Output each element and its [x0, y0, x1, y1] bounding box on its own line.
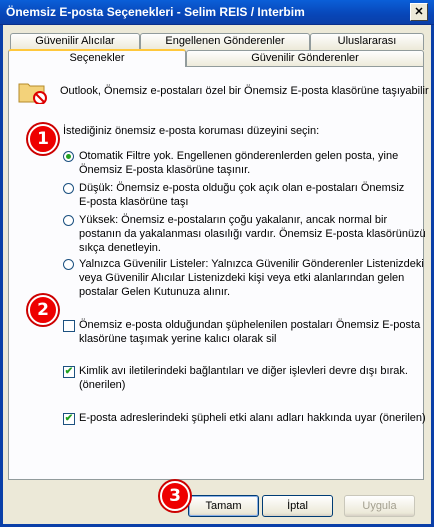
- ok-button[interactable]: Tamam: [188, 495, 259, 517]
- checkbox-label-line: klasörüne taşımak yerine kalıcı olarak sil: [79, 333, 277, 345]
- option-label-line: Yüksek: Önemsiz e-postaların çoğu yakalanır, ancak normal bir: [79, 214, 388, 226]
- option-label-line: E-posta klasörüne taşı: [79, 196, 189, 208]
- option-label-line: Yalnızca Güvenilir Listeler: Yalnızca Güvenilir Gönderenler Listenizdeki: [79, 258, 424, 270]
- checkbox-label-line: (önerilen): [79, 379, 126, 391]
- option-label-line: postanın da yakalanması olasılığı vardır. Önemsiz E-posta klasörünüzü: [79, 228, 426, 240]
- tab-blocked-senders[interactable]: Engellenen Gönderenler: [140, 33, 310, 50]
- option-label-line: veya Güvenilir Alıcılar Listenizdeki kişi veya etki alanlarından gelen: [79, 272, 405, 284]
- close-icon[interactable]: ✕: [410, 3, 428, 21]
- checkbox-warn-suspicious-domains-box[interactable]: ✔: [64, 413, 74, 424]
- option-label-line: Otomatik Filtre yok. Engellenen gönderenlerden gelen posta, yine: [79, 150, 399, 162]
- checkbox-permanent-delete-box[interactable]: [63, 320, 75, 332]
- option-label-line: sıkça denetleyin.: [79, 242, 161, 254]
- tab-trusted-recipients[interactable]: Güvenilir Alıcılar: [10, 33, 140, 50]
- step-badge-1: 1: [28, 124, 58, 154]
- option-label-line: Önemsiz E-posta klasörüne taşınır.: [79, 164, 251, 176]
- checkbox-label-line: Kimlik avı iletilerindeki bağlantıları ve diğer işlevleri devre dışı bırak.: [79, 365, 408, 377]
- protection-level-prompt: İstediğiniz önemsiz e-posta koruması düzeyini seçin:: [63, 125, 320, 137]
- junk-folder-icon: [18, 80, 48, 104]
- option-label-line: Düşük: Önemsiz e-posta olduğu çok açık olan e-postaları Önemsiz: [79, 182, 405, 194]
- step-badge-2: 2: [28, 295, 58, 325]
- apply-button[interactable]: Uygula: [344, 495, 415, 517]
- window-title: Önemsiz E-posta Seçenekleri - Selim REIS / Interbim: [6, 5, 305, 19]
- tab-international[interactable]: Uluslararası: [310, 33, 424, 50]
- cancel-button[interactable]: İptal: [262, 495, 333, 517]
- info-text: Outlook, Önemsiz e-postaları özel bir Önemsiz E-posta klasörüne taşıyabilir: [60, 85, 429, 97]
- radio-safe-lists-only[interactable]: [63, 259, 74, 270]
- tab-trusted-senders[interactable]: Güvenilir Gönderenler: [186, 50, 424, 67]
- option-label-line: postalar Gelen Kutunuza alınır.: [79, 286, 231, 298]
- checkbox-disable-phishing-links-box[interactable]: ✔: [64, 366, 74, 377]
- checkbox-label-line: Önemsiz e-posta olduğundan şüphelenilen postaları Önemsiz E-posta: [79, 319, 421, 331]
- radio-no-filter[interactable]: [63, 151, 74, 162]
- radio-low[interactable]: [63, 183, 74, 194]
- tab-options[interactable]: Seçenekler: [8, 49, 186, 67]
- radio-high[interactable]: [63, 215, 74, 226]
- step-badge-3: 3: [160, 481, 190, 511]
- checkbox-label-line: E-posta adreslerindeki şüpheli etki alanı adları hakkında uyar (önerilen): [79, 412, 426, 424]
